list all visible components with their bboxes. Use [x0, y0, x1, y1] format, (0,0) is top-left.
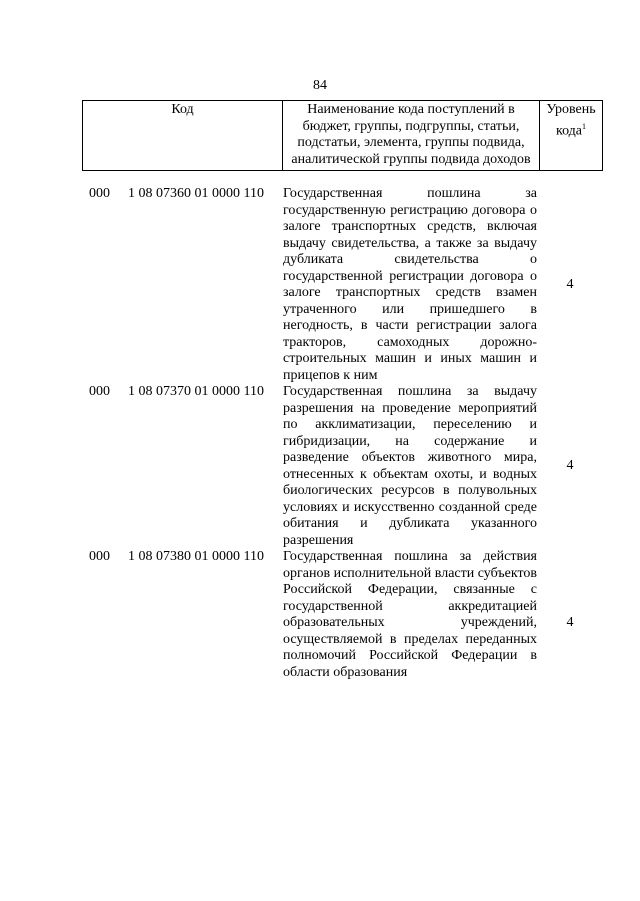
footnote-marker: 1 — [582, 121, 587, 131]
row-name: Государственная пошлина за выдачу разрешения на проведение мероприятий по акклиматизации, переселению и гибридизации, на содержание и разведение объектов животного мира, отнесенных к объектам охоты, и водных биологических ресурсов в полувольных условиях и искусственно созданной среде обитания и дубликата указанного разрешения — [283, 384, 537, 548]
row-level: 4 — [566, 277, 574, 292]
table-body — [0, 186, 640, 681]
header-code-label: Код — [171, 102, 194, 117]
table-row — [0, 549, 640, 681]
table-row — [0, 384, 640, 549]
header-name — [283, 101, 540, 171]
page-number: 84 — [313, 78, 327, 93]
row-code: 1 08 07370 01 0000 110 — [128, 384, 264, 399]
table-row — [0, 186, 640, 384]
row-level: 4 — [566, 615, 574, 630]
row-name: Государственная пошлина за действия органов исполнительной власти субъектов Российской Федерации, связанные с государственной аккредитацией образовательных учреждений, осуществляемой в пределах переданных полномочий Российской Федерации в области образования — [283, 549, 537, 680]
row-code: 1 08 07360 01 0000 110 — [128, 186, 264, 201]
row-group: 000 — [89, 384, 110, 399]
header-level-label: Уровень кода — [546, 102, 596, 139]
header-name-label: Наименование кода поступлений в бюджет, группы, подгруппы, статьи, подстатьи, элемента, группы подвида, аналитической группы подвида доходов — [291, 102, 531, 167]
row-name: Государственная пошлина за государственную регистрацию договора о залоге транспортных средств, включая выдачу свидетельства, а также за выдачу дубликата свидетельства о государственной регистрации договора о залоге транспортных средств взамен утраченного или пришедшего в негодность, в части регистрации залога тракторов, самоходных дорожно-строительных машин и иных машин и прицепов к ним — [283, 186, 537, 383]
header-code — [83, 101, 283, 171]
row-group: 000 — [89, 549, 110, 564]
row-code: 1 08 07380 01 0000 110 — [128, 549, 264, 564]
table-header — [82, 100, 603, 171]
row-level: 4 — [566, 458, 574, 473]
header-level — [540, 101, 603, 171]
row-group: 000 — [89, 186, 110, 201]
